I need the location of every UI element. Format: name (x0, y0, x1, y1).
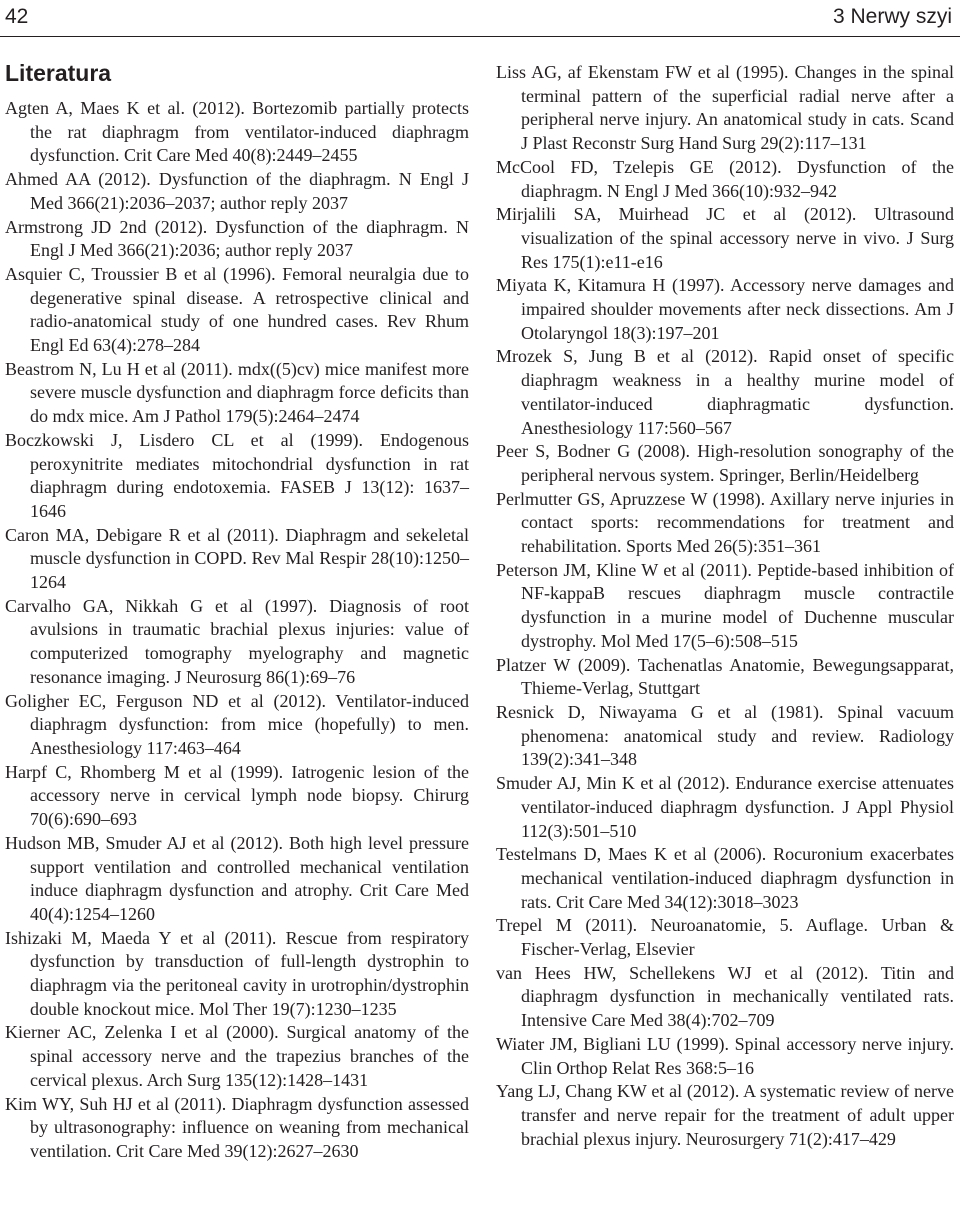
reference-entry: Resnick D, Niwayama G et al (1981). Spinal vacuum phenomena: anatomical study and review. Radiology 139(2):341–348 (496, 701, 954, 770)
reference-entry: Ishizaki M, Maeda Y et al (2011). Rescue from respiratory dysfunction by transduction of full-length dystrophin to diaphragm via the peritoneal cavity in urotrophin/dystrophin double knockout mice. Mol Ther 19(7):1230–1235 (5, 927, 469, 1019)
reference-entry: Agten A, Maes K et al. (2012). Bortezomib partially protects the rat diaphragm from ventilator-induced diaphragm dysfunction. Crit Care Med 40(8):2449–2455 (5, 98, 469, 166)
reference-entry: Testelmans D, Maes K et al (2006). Rocuronium exacerbates mechanical ventilation-induced diaphragm dysfunction in rats. Crit Care Med 34(12):3018–3023 (496, 844, 954, 912)
page-number: 42 (5, 5, 29, 28)
reference-entry: Peer S, Bodner G (2008). High-resolution sonography of the peripheral nervous system. Springer, Berlin/Heidelberg (496, 441, 954, 485)
right-column (496, 61, 954, 1151)
reference-entry: Harpf C, Rhomberg M et al (1999). Iatrogenic lesion of the accessory nerve in cervical lymph node biopsy. Chirurg 70(6):690–693 (5, 761, 469, 830)
reference-entry: Trepel M (2011). Neuroanatomie, 5. Auflage. Urban & Fischer-Verlag, Elsevier (496, 915, 954, 960)
reference-entry: van Hees HW, Schellekens WJ et al (2012). Titin and diaphragm dysfunction in mechanically ventilated rats. Intensive Care Med 38(4):702–709 (496, 962, 954, 1031)
reference-entry: Smuder AJ, Min K et al (2012). Endurance exercise attenuates ventilator-induced diaphragm dysfunction. J Appl Physiol 112(3):501–510 (496, 773, 954, 841)
reference-entry: Yang LJ, Chang KW et al (2012). A systematic review of nerve transfer and nerve repair for the treatment of adult upper brachial plexus injury. Neurosurgery 71(2):417–429 (496, 1081, 954, 1149)
reference-entry: Mrozek S, Jung B et al (2012). Rapid onset of specific diaphragm weakness in a healthy murine model of ventilator-induced diaphragmatic dysfunction. Anesthesiology 117:560–567 (496, 346, 954, 438)
reference-entry: Boczkowski J, Lisdero CL et al (1999). Endogenous peroxynitrite mediates mitochondrial dysfunction in rat diaphragm during endotoxemia. FASEB J 13(12): 1637–1646 (5, 429, 469, 521)
reference-entry: Miyata K, Kitamura H (1997). Accessory nerve damages and impaired shoulder movements after neck dissections. Am J Otolaryngol 18(3):197–201 (496, 275, 954, 343)
running-head (0, 0, 960, 40)
section-heading: Literatura (5, 60, 112, 86)
left-column (5, 56, 469, 1164)
reference-entry: Armstrong JD 2nd (2012). Dysfunction of the diaphragm. N Engl J Med 366(21):2036; author reply 2037 (5, 216, 469, 261)
reference-entry: Ahmed AA (2012). Dysfunction of the diaphragm. N Engl J Med 366(21):2036–2037; author reply 2037 (5, 169, 469, 213)
reference-entry: Peterson JM, Kline W et al (2011). Peptide-based inhibition of NF-kappaB rescues diaphragm muscle contractile dysfunction in a murine model of Duchenne muscular dystrophy. Mol Med 17(5–6):508–515 (496, 559, 954, 651)
reference-entry: Kim WY, Suh HJ et al (2011). Diaphragm dysfunction assessed by ultrasonography: influence on weaning from mechanical ventilation. Crit Care Med 39(12):2627–2630 (5, 1093, 469, 1161)
reference-entry: Wiater JM, Bigliani LU (1999). Spinal accessory nerve injury. Clin Orthop Relat Res 368:5–16 (496, 1033, 954, 1078)
reference-list-left (5, 97, 469, 1164)
reference-entry: Liss AG, af Ekenstam FW et al (1995). Changes in the spinal terminal pattern of the superficial radial nerve after a peripheral nerve injury. An anatomical study in cats. Scand J Plast Reconstr Surg Hand Surg 29(2):117–131 (496, 62, 954, 154)
reference-entry: Carvalho GA, Nikkah G et al (1997). Diagnosis of root avulsions in traumatic brachial plexus injuries: value of computerized tomography myelography and magnetic resonance imaging. J Neurosurg 86(1):69–76 (5, 595, 469, 687)
header-rule (0, 36, 960, 37)
reference-entry: Caron MA, Debigare R et al (2011). Diaphragm and sekeletal muscle dysfunction in COPD. Rev Mal Respir 28(10):1250–1264 (5, 524, 469, 593)
reference-entry: Hudson MB, Smuder AJ et al (2012). Both high level pressure support ventilation and controlled mechanical ventilation induce diaphragm dysfunction and atrophy. Crit Care Med 40(4):1254–1260 (5, 832, 469, 924)
reference-entry: Platzer W (2009). Tachenatlas Anatomie, Bewegungsapparat, Thieme-Verlag, Stuttgart (496, 654, 954, 699)
chapter-title: 3 Nerwy szyi (832, 5, 952, 28)
reference-entry: Beastrom N, Lu H et al (2011). mdx((5)cv) mice manifest more severe muscle dysfunction and diaphragm force deficits than do mdx mice. Am J Pathol 179(5):2464–2474 (5, 358, 469, 427)
reference-entry: Kierner AC, Zelenka I et al (2000). Surgical anatomy of the spinal accessory nerve and the trapezius branches of the cervical plexus. Arch Surg 135(12):1428–1431 (5, 1022, 469, 1090)
reference-entry: Mirjalili SA, Muirhead JC et al (2012). Ultrasound visualization of the spinal accessory nerve in vivo. J Surg Res 175(1):e11-e16 (496, 204, 954, 272)
reference-list-right (496, 61, 954, 1151)
reference-entry: Asquier C, Troussier B et al (1996). Femoral neuralgia due to degenerative spinal disease. A retrospective clinical and radio-anatomical study of one hundred cases. Rev Rhum Engl Ed 63(4):278–284 (5, 263, 469, 356)
reference-entry: McCool FD, Tzelepis GE (2012). Dysfunction of the diaphragm. N Engl J Med 366(10):932–942 (496, 156, 954, 201)
reference-entry: Goligher EC, Ferguson ND et al (2012). Ventilator-induced diaphragm dysfunction: from mice (hopefully) to men. Anesthesiology 117:463–464 (5, 690, 469, 758)
reference-entry: Perlmutter GS, Apruzzese W (1998). Axillary nerve injuries in contact sports: recommendations for treatment and rehabilitation. Sports Med 26(5):351–361 (496, 488, 954, 557)
